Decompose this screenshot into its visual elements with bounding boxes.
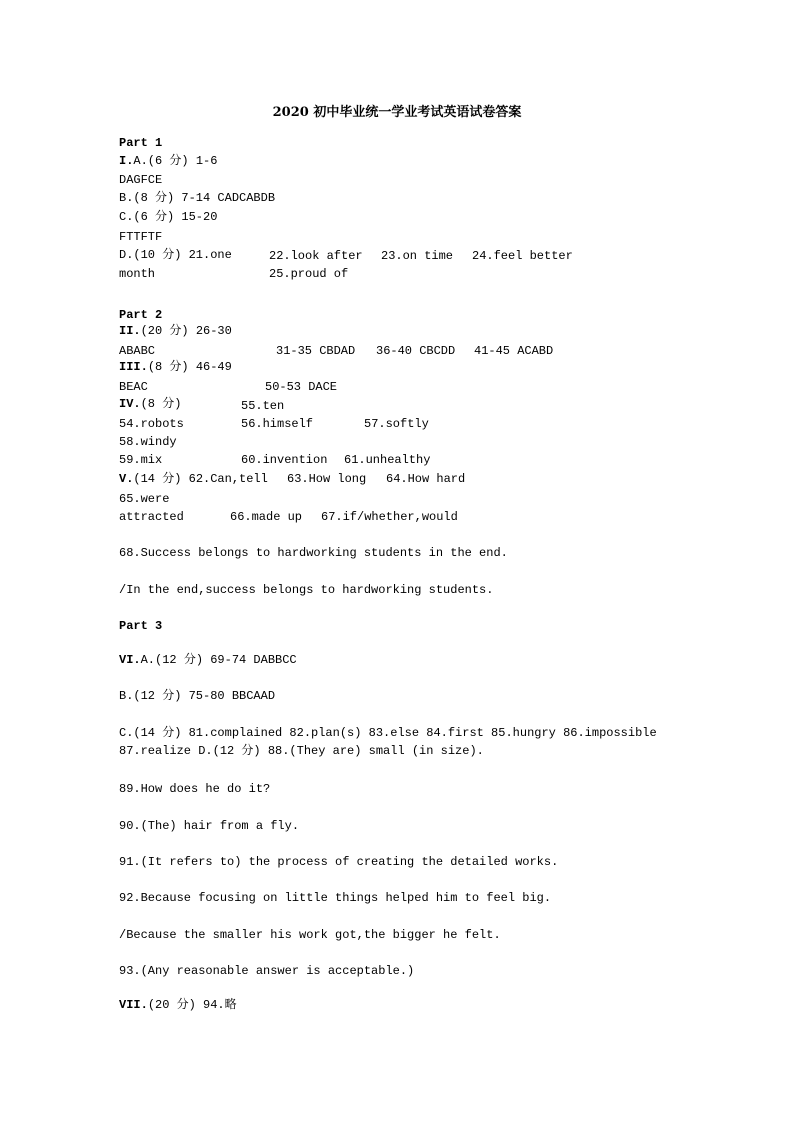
answer-93: 93.(Any reasonable answer is acceptable.) xyxy=(119,964,415,978)
answer-cell: 65.were xyxy=(119,492,170,506)
answer-91: 91.(It refers to) the process of creating the detailed works. xyxy=(119,855,559,869)
answer-89: 89.How does he do it? xyxy=(119,782,271,796)
question-3-header xyxy=(119,359,232,375)
roman-numeral: II. xyxy=(119,324,141,338)
answer-cell: 23.on time xyxy=(381,249,454,263)
answer-cell: 41-45 ACABD xyxy=(474,344,554,358)
answer-cell: 58.windy xyxy=(119,435,177,449)
answer-68-alternative: /In the end,success belongs to hardworking students. xyxy=(119,583,494,597)
question-text: (20 分) 26-30 xyxy=(140,324,232,338)
answer-cell: ABABC xyxy=(119,344,156,358)
question-6-header xyxy=(119,652,297,668)
question-text: (8 分) 46-49 xyxy=(147,360,232,374)
answer-cell: 60.invention xyxy=(241,453,328,467)
answer-cell: 56.himself xyxy=(241,417,314,431)
answer-line: FTTFTF xyxy=(119,230,163,244)
answer-cell: 25.proud of xyxy=(269,267,349,281)
question-text: (20 分) 94.略 xyxy=(147,998,237,1012)
question-text: A.(6 分) 1-6 xyxy=(133,154,218,168)
answer-line: C.(6 分) 15-20 xyxy=(119,210,218,224)
part1-heading: Part 1 xyxy=(119,136,163,150)
answer-cell: 66.made up xyxy=(230,510,303,524)
answer-92-alternative: /Because the smaller his work got,the bigger he felt. xyxy=(119,928,501,942)
answer-90: 90.(The) hair from a fly. xyxy=(119,819,300,833)
answer-cell: 31-35 CBDAD xyxy=(276,344,356,358)
part2-heading: Part 2 xyxy=(119,308,163,322)
answer-cell: BEAC xyxy=(119,380,148,394)
roman-numeral: VII. xyxy=(119,998,148,1012)
answer-cell: 63.How long xyxy=(287,472,367,486)
question-7-header xyxy=(119,997,237,1013)
answer-cell: D.(10 分) 21.one xyxy=(119,248,232,262)
answer-cell: attracted xyxy=(119,510,184,524)
answer-cell: 50-53 DACE xyxy=(265,380,338,394)
answer-92: 92.Because focusing on little things helped him to feel big. xyxy=(119,891,552,905)
question-text: (14 分) 62.Can,tell xyxy=(133,472,268,486)
answer-line: DAGFCE xyxy=(119,173,163,187)
question-4-header xyxy=(119,396,181,412)
answer-cell: 57.softly xyxy=(364,417,429,431)
question-1-header xyxy=(119,153,217,169)
question-2-header xyxy=(119,323,232,339)
answer-cell: month xyxy=(119,267,156,281)
roman-numeral: V. xyxy=(119,472,134,486)
answer-cell: 24.feel better xyxy=(472,249,573,263)
answer-line: B.(12 分) 75-80 BBCAAD xyxy=(119,689,276,703)
answer-cell: 55.ten xyxy=(241,399,285,413)
answer-cell: 61.unhealthy xyxy=(344,453,431,467)
roman-numeral: III. xyxy=(119,360,148,374)
answer-line: 87.realize D.(12 分) 88.(They are) small (in size). xyxy=(119,744,484,758)
answer-68: 68.Success belongs to hardworking students in the end. xyxy=(119,546,508,560)
answer-cell: 64.How hard xyxy=(386,472,466,486)
roman-numeral: I. xyxy=(119,154,134,168)
answer-line: C.(14 分) 81.complained 82.plan(s) 83.else 84.first 85.hungry 86.impossible xyxy=(119,726,657,740)
roman-numeral: IV. xyxy=(119,397,141,411)
part3-heading: Part 3 xyxy=(119,619,163,633)
answer-cell: 22.look after xyxy=(269,249,363,263)
answer-cell: 36-40 CBCDD xyxy=(376,344,456,358)
question-text: (8 分) xyxy=(140,397,182,411)
roman-numeral: VI. xyxy=(119,653,141,667)
question-text: A.(12 分) 69-74 DABBCC xyxy=(140,653,297,667)
answer-cell: 59.mix xyxy=(119,453,163,467)
question-5-header xyxy=(119,471,268,487)
answer-cell: 54.robots xyxy=(119,417,184,431)
answer-line: B.(8 分) 7-14 CADCABDB xyxy=(119,191,276,205)
answer-cell: 67.if/whether,would xyxy=(321,510,458,524)
document-title: 2020 初中毕业统一学业考试英语试卷答案 xyxy=(272,105,522,120)
